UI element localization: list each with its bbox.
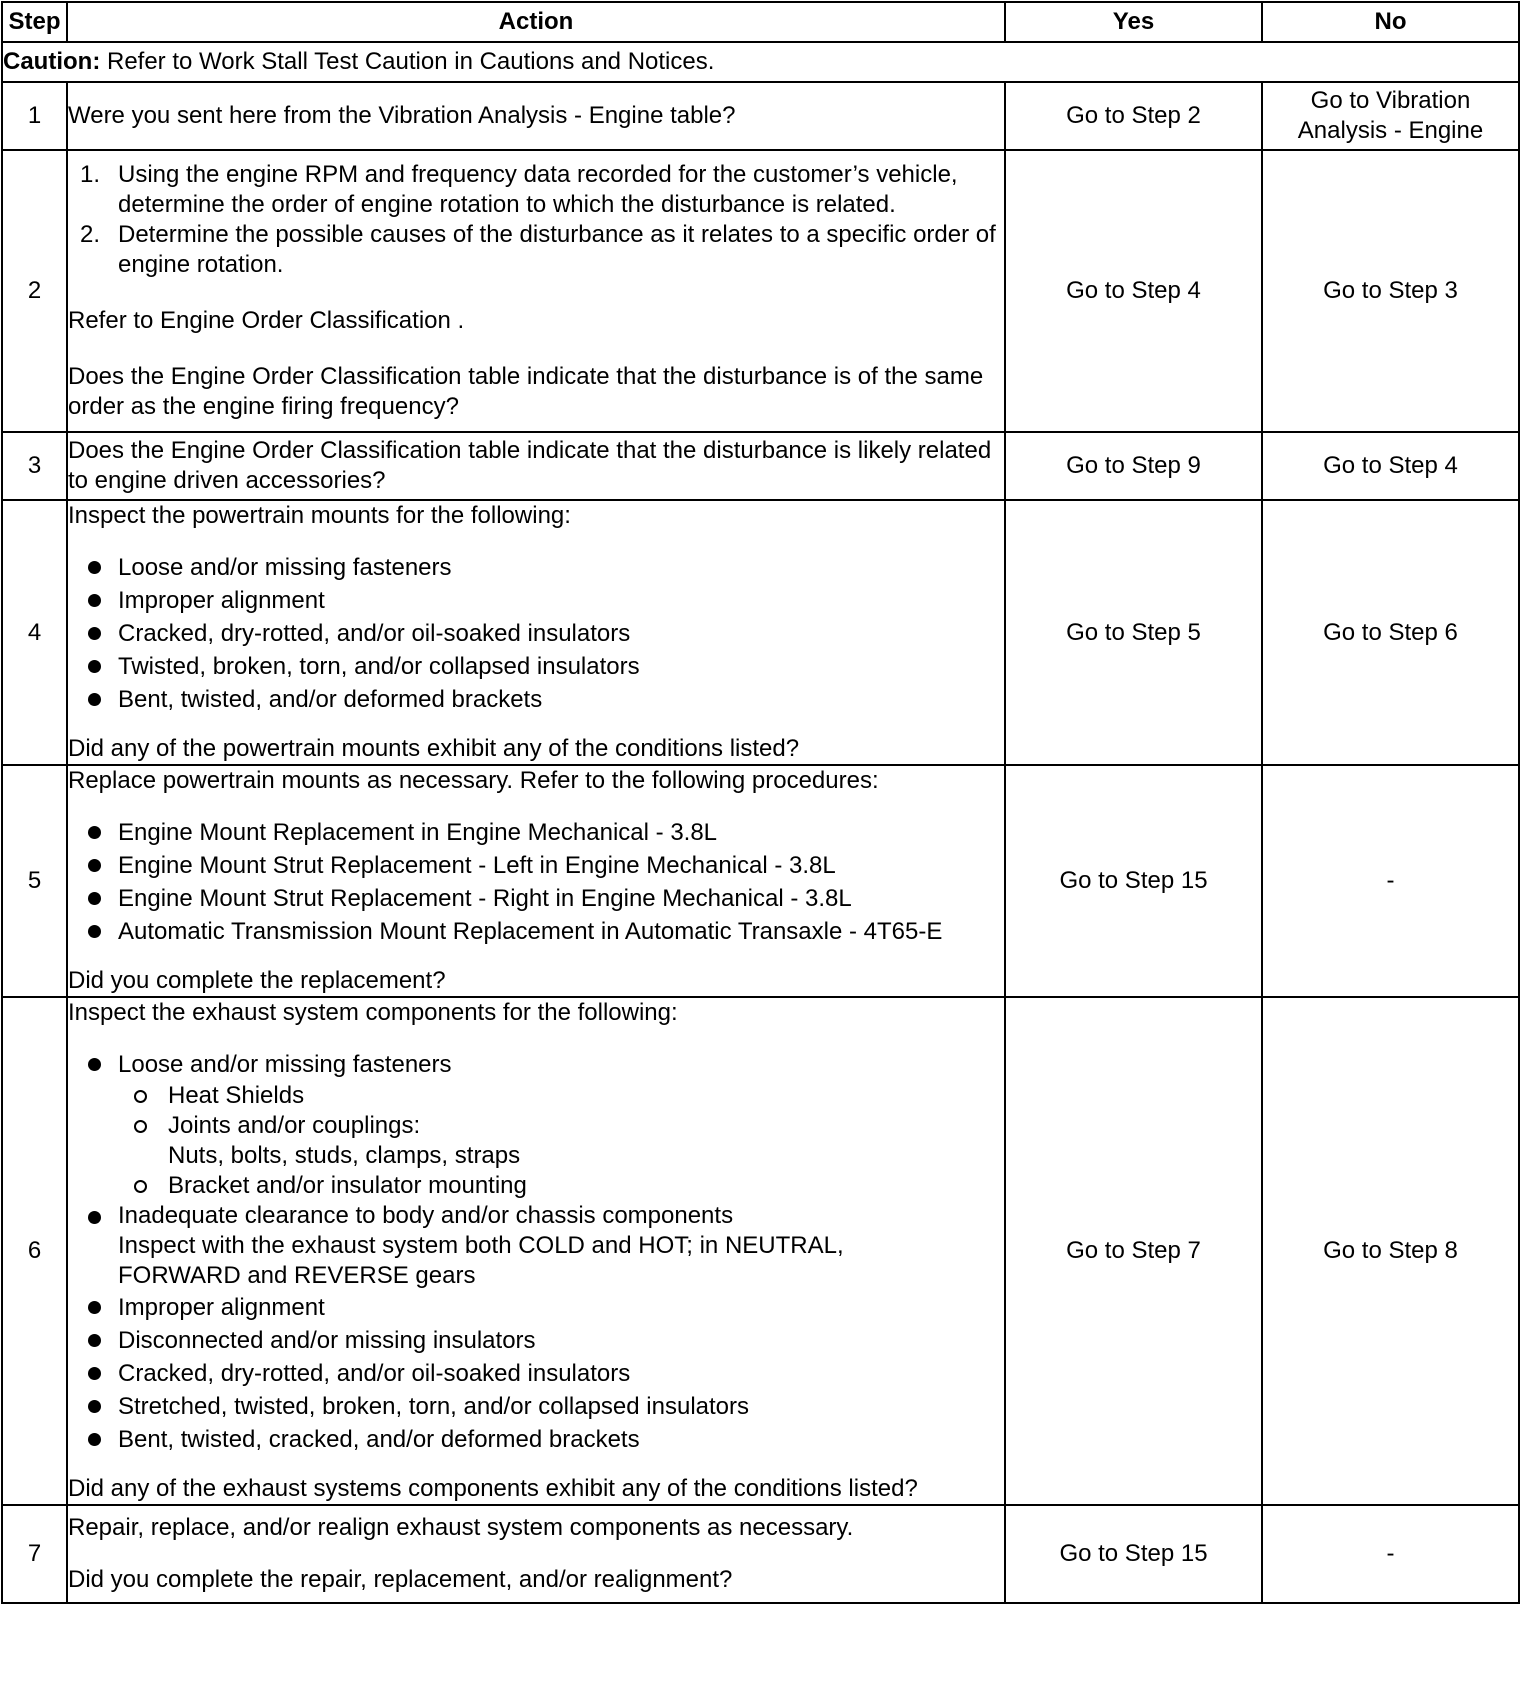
list-item	[68, 1201, 1004, 1291]
table-row	[2, 1505, 1519, 1603]
item-text: Using the engine RPM and frequency data recorded for the customer’s vehicle, determine the order of engine rotation to which the disturbance is related.	[118, 161, 958, 218]
list-item	[68, 882, 1004, 915]
no-cell: Go to Step 6	[1262, 500, 1519, 765]
refer-text: Refer to Engine Order Classification .	[68, 307, 465, 334]
question-text: Did any of the exhaust systems components exhibit any of the conditions listed?	[68, 1475, 918, 1502]
bullet-icon	[88, 660, 101, 673]
table-row	[2, 150, 1519, 432]
list-item	[68, 915, 1004, 948]
item-text: Bracket and/or insulator mounting	[168, 1172, 527, 1199]
list-item	[68, 160, 1004, 220]
item-text: Joints and/or couplings:	[168, 1112, 421, 1139]
step-number: 4	[2, 500, 67, 765]
list-item	[68, 1291, 1004, 1324]
header-no: No	[1262, 2, 1519, 42]
item-text: Stretched, twisted, broken, torn, and/or collapsed insulators	[118, 1393, 750, 1420]
bullet-list	[68, 816, 1004, 948]
action-cell	[67, 432, 1005, 500]
action-cell	[67, 765, 1005, 997]
item-text: Heat Shields	[168, 1082, 305, 1109]
question-text: Does the Engine Order Classification table indicate that the disturbance is of the same order as the engine firing frequency?	[68, 363, 984, 420]
item-text: Loose and/or missing fasteners	[118, 554, 452, 581]
item-text: Loose and/or missing fasteners	[118, 1051, 452, 1078]
list-item	[68, 1324, 1004, 1357]
bullet-icon	[88, 1058, 101, 1071]
yes-cell: Go to Step 4	[1005, 150, 1262, 432]
item-text: Bent, twisted, and/or deformed brackets	[118, 686, 543, 713]
item-number: 2.	[80, 221, 101, 248]
list-item	[68, 1357, 1004, 1390]
bullet-icon	[88, 693, 101, 706]
bullet-list	[68, 551, 1004, 716]
yes-cell: Go to Step 9	[1005, 432, 1262, 500]
yes-cell: Go to Step 7	[1005, 997, 1262, 1505]
table-row	[2, 997, 1519, 1505]
list-item	[68, 220, 1004, 280]
intro-text: Repair, replace, and/or realign exhaust system components as necessary.	[68, 1514, 854, 1541]
action-cell	[67, 997, 1005, 1505]
numbered-list	[68, 160, 1004, 280]
item-text: Nuts, bolts, studs, clamps, straps	[168, 1142, 521, 1169]
item-text: Engine Mount Strut Replacement - Right in Engine Mechanical - 3.8L	[118, 885, 852, 912]
list-item	[68, 849, 1004, 882]
item-text: Improper alignment	[118, 1294, 325, 1321]
list-item	[68, 617, 1004, 650]
step-number: 5	[2, 765, 67, 997]
sub-list-item	[118, 1081, 1004, 1111]
list-item	[68, 683, 1004, 716]
question-text: Does the Engine Order Classification table indicate that the disturbance is likely related to engine driven accessories?	[68, 437, 992, 494]
caution-label: Caution:	[3, 48, 101, 75]
hollow-bullet-icon	[134, 1120, 147, 1133]
table-row	[2, 82, 1519, 150]
yes-cell: Go to Step 15	[1005, 1505, 1262, 1603]
step-number: 3	[2, 432, 67, 500]
sub-list-item	[118, 1111, 1004, 1171]
caution-text: Refer to Work Stall Test Caution in Cautions and Notices.	[100, 48, 715, 75]
no-cell: -	[1262, 1505, 1519, 1603]
no-cell: Go to Step 4	[1262, 432, 1519, 500]
item-text: Cracked, dry-rotted, and/or oil-soaked insulators	[118, 1360, 631, 1387]
list-item	[68, 1390, 1004, 1423]
no-cell: Go to Step 3	[1262, 150, 1519, 432]
item-text: Inspect with the exhaust system both COLD and HOT; in NEUTRAL,	[118, 1232, 844, 1259]
item-text: Engine Mount Replacement in Engine Mechanical - 3.8L	[118, 819, 718, 846]
intro-text: Replace powertrain mounts as necessary. Refer to the following procedures:	[68, 767, 879, 794]
question-text: Did any of the powertrain mounts exhibit any of the conditions listed?	[68, 735, 800, 762]
header-step: Step	[2, 2, 67, 42]
item-text: Disconnected and/or missing insulators	[118, 1327, 536, 1354]
question-text: Were you sent here from the Vibration Analysis - Engine table?	[68, 102, 736, 129]
bullet-icon	[88, 1334, 101, 1347]
yes-cell: Go to Step 2	[1005, 82, 1262, 150]
list-item	[68, 1048, 1004, 1201]
action-cell	[67, 150, 1005, 432]
bullet-icon	[88, 859, 101, 872]
bullet-icon	[88, 1367, 101, 1380]
step-number: 6	[2, 997, 67, 1505]
bullet-icon	[88, 1301, 101, 1314]
list-item	[68, 551, 1004, 584]
bullet-icon	[88, 594, 101, 607]
step-number: 1	[2, 82, 67, 150]
bullet-icon	[88, 627, 101, 640]
step-number: 2	[2, 150, 67, 432]
bullet-icon	[88, 826, 101, 839]
item-text: Cracked, dry-rotted, and/or oil-soaked insulators	[118, 620, 631, 647]
header-action: Action	[67, 2, 1005, 42]
intro-text: Inspect the powertrain mounts for the following:	[68, 502, 571, 529]
item-text: Inadequate clearance to body and/or chassis components	[118, 1202, 734, 1229]
action-cell	[67, 1505, 1005, 1603]
header-row	[2, 2, 1519, 42]
item-text: Bent, twisted, cracked, and/or deformed brackets	[118, 1426, 640, 1453]
bullet-icon	[88, 1400, 101, 1413]
bullet-list	[68, 1048, 1004, 1456]
hollow-bullet-icon	[134, 1180, 147, 1193]
item-text: Twisted, broken, torn, and/or collapsed insulators	[118, 653, 640, 680]
question-text: Did you complete the repair, replacement, and/or realignment?	[68, 1566, 733, 1593]
bullet-icon	[88, 925, 101, 938]
item-text: Engine Mount Strut Replacement - Left in Engine Mechanical - 3.8L	[118, 852, 836, 879]
list-item	[68, 816, 1004, 849]
sub-list	[118, 1081, 1004, 1201]
table-row	[2, 500, 1519, 765]
yes-cell: Go to Step 5	[1005, 500, 1262, 765]
no-cell-line: Go to Vibration	[1310, 87, 1471, 114]
no-cell: -	[1262, 765, 1519, 997]
bullet-icon	[88, 561, 101, 574]
item-number: 1.	[80, 161, 101, 188]
item-text: Improper alignment	[118, 587, 325, 614]
no-cell-line: Analysis - Engine	[1297, 117, 1484, 144]
table-row	[2, 432, 1519, 500]
action-cell	[67, 82, 1005, 150]
sub-list-item	[118, 1171, 1004, 1201]
bullet-icon	[88, 1433, 101, 1446]
header-yes: Yes	[1005, 2, 1262, 42]
item-text: Automatic Transmission Mount Replacement in Automatic Transaxle - 4T65-E	[118, 918, 943, 945]
list-item	[68, 584, 1004, 617]
diagnostic-table	[1, 1, 1520, 1604]
item-text: FORWARD and REVERSE gears	[118, 1262, 476, 1289]
list-item	[68, 1423, 1004, 1456]
question-text: Did you complete the replacement?	[68, 967, 446, 994]
no-cell: Go to Step 8	[1262, 997, 1519, 1505]
list-item	[68, 650, 1004, 683]
step-number: 7	[2, 1505, 67, 1603]
bullet-icon	[88, 892, 101, 905]
table-row	[2, 765, 1519, 997]
no-cell	[1262, 82, 1519, 150]
caution-cell	[2, 42, 1519, 82]
action-cell	[67, 500, 1005, 765]
item-text: Determine the possible causes of the disturbance as it relates to a specific order of engine rotation.	[118, 221, 996, 278]
intro-text: Inspect the exhaust system components for the following:	[68, 999, 678, 1026]
hollow-bullet-icon	[134, 1090, 147, 1103]
caution-row	[2, 42, 1519, 82]
yes-cell: Go to Step 15	[1005, 765, 1262, 997]
bullet-icon	[88, 1211, 101, 1224]
